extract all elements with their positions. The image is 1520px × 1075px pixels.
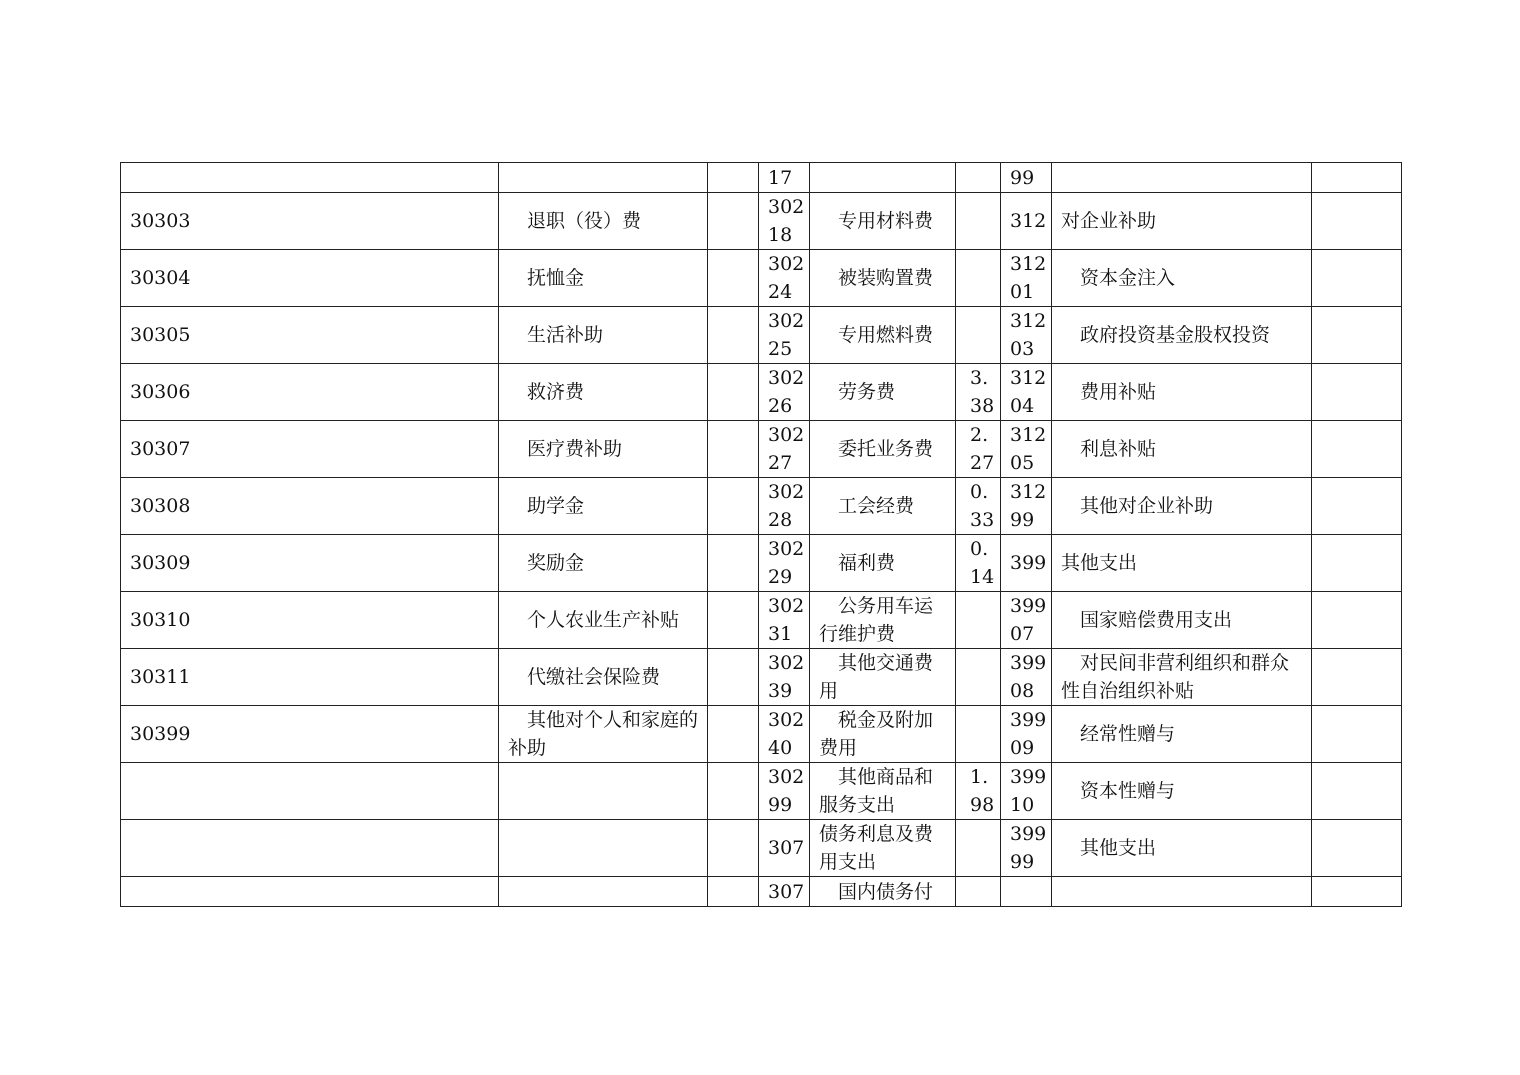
- personal-amount-cell: [708, 820, 759, 877]
- other-code-cell: 31203: [1001, 307, 1052, 364]
- goods-item-label: 其他商品和服务支出: [819, 766, 934, 816]
- personal-amount-cell: [708, 307, 759, 364]
- other-code-cell: 39999: [1001, 820, 1052, 877]
- table-row: [121, 163, 1402, 193]
- other-code-cell: 99: [1001, 163, 1052, 193]
- goods-amount-cell: [956, 706, 1001, 763]
- table-row: [121, 706, 1402, 763]
- personal-amount-cell: [708, 763, 759, 820]
- other-amount-cell: [1312, 592, 1402, 649]
- personal-amount-cell: [708, 649, 759, 706]
- personal-item-cell: [499, 478, 708, 535]
- other-item-cell: [1052, 307, 1312, 364]
- personal-amount-cell: [708, 250, 759, 307]
- goods-amount-cell: 1.98: [956, 763, 1001, 820]
- personal-amount-cell: [708, 193, 759, 250]
- goods-code-cell: 30225: [759, 307, 810, 364]
- table-row: [121, 250, 1402, 307]
- personal-item-cell: [499, 706, 708, 763]
- personal-item-cell: [499, 307, 708, 364]
- goods-code-cell: 30227: [759, 421, 810, 478]
- goods-item-cell: [810, 421, 956, 478]
- goods-code-cell: 30226: [759, 364, 810, 421]
- personal-code-cell: 30308: [121, 478, 499, 535]
- other-item-cell: [1052, 478, 1312, 535]
- other-item-cell: 对企业补助: [1052, 193, 1312, 250]
- goods-item-cell: [810, 364, 956, 421]
- goods-item-label: 其他交通费用: [819, 652, 934, 702]
- goods-item-label: 公务用车运行维护费: [819, 595, 934, 645]
- table-row: [121, 478, 1402, 535]
- goods-code-cell: 30218: [759, 193, 810, 250]
- other-item-cell: [1052, 250, 1312, 307]
- other-item-cell: [1052, 592, 1312, 649]
- goods-amount-cell: [956, 193, 1001, 250]
- personal-code-cell: [121, 820, 499, 877]
- goods-item-cell: [810, 649, 956, 706]
- other-item-label: 资本性赠与: [1080, 780, 1176, 802]
- personal-code-cell: [121, 163, 499, 193]
- table-row: [121, 649, 1402, 706]
- other-amount-cell: [1312, 163, 1402, 193]
- other-item-cell: 其他支出: [1052, 535, 1312, 592]
- table-row: [121, 877, 1402, 907]
- goods-code-cell: 30229: [759, 535, 810, 592]
- personal-item-cell: [499, 163, 708, 193]
- other-item-cell: [1052, 820, 1312, 877]
- other-code-cell: [1001, 877, 1052, 907]
- other-amount-cell: [1312, 535, 1402, 592]
- other-item-label: 对民间非营利组织和群众性自治组织补贴: [1061, 652, 1290, 702]
- other-code-cell: 31205: [1001, 421, 1052, 478]
- other-item-cell: [1052, 706, 1312, 763]
- goods-item-label: 福利费: [838, 552, 896, 574]
- goods-amount-cell: 0.14: [956, 535, 1001, 592]
- personal-item-label: 抚恤金: [527, 267, 585, 289]
- personal-item-label: 其他对个人和家庭的补助: [508, 709, 699, 759]
- other-amount-cell: [1312, 193, 1402, 250]
- goods-item-label: 税金及附加费用: [819, 709, 934, 759]
- other-code-cell: 39908: [1001, 649, 1052, 706]
- table-row: [121, 820, 1402, 877]
- goods-amount-cell: 0.33: [956, 478, 1001, 535]
- other-item-label: 利息补贴: [1080, 438, 1157, 460]
- goods-code-cell: 17: [759, 163, 810, 193]
- other-item-cell: [1052, 649, 1312, 706]
- other-amount-cell: [1312, 877, 1402, 907]
- personal-amount-cell: [708, 877, 759, 907]
- table-row: [121, 763, 1402, 820]
- personal-item-cell: [499, 421, 708, 478]
- other-item-label: 其他对企业补助: [1080, 495, 1214, 517]
- goods-code-cell: 30224: [759, 250, 810, 307]
- other-amount-cell: [1312, 478, 1402, 535]
- personal-item-label: 生活补助: [527, 324, 604, 346]
- goods-code-cell: 30228: [759, 478, 810, 535]
- goods-item-cell: [810, 478, 956, 535]
- goods-amount-cell: [956, 877, 1001, 907]
- other-item-label: 费用补贴: [1080, 381, 1157, 403]
- personal-amount-cell: [708, 364, 759, 421]
- other-item-label: 资本金注入: [1080, 267, 1176, 289]
- goods-code-cell: 30239: [759, 649, 810, 706]
- other-code-cell: 39910: [1001, 763, 1052, 820]
- table-row: [121, 421, 1402, 478]
- goods-amount-cell: [956, 649, 1001, 706]
- other-amount-cell: [1312, 307, 1402, 364]
- table-row: [121, 364, 1402, 421]
- other-amount-cell: [1312, 649, 1402, 706]
- personal-amount-cell: [708, 478, 759, 535]
- personal-item-cell: [499, 193, 708, 250]
- other-item-cell: [1052, 877, 1312, 907]
- other-amount-cell: [1312, 763, 1402, 820]
- personal-code-cell: 30307: [121, 421, 499, 478]
- goods-item-cell: 债务利息及费用支出: [810, 820, 956, 877]
- personal-item-label: 奖励金: [527, 552, 585, 574]
- goods-item-cell: [810, 706, 956, 763]
- goods-item-label: 国内债务付: [838, 880, 934, 903]
- other-item-label: 政府投资基金股权投资: [1080, 324, 1271, 346]
- other-code-cell: 39907: [1001, 592, 1052, 649]
- other-item-label: 其他支出: [1080, 837, 1157, 859]
- personal-item-cell: [499, 592, 708, 649]
- other-code-cell: 31201: [1001, 250, 1052, 307]
- other-code-cell: 399: [1001, 535, 1052, 592]
- personal-item-cell: [499, 535, 708, 592]
- other-item-label: 经常性赠与: [1080, 723, 1176, 745]
- personal-amount-cell: [708, 706, 759, 763]
- other-code-cell: 39909: [1001, 706, 1052, 763]
- goods-item-label: 被装购置费: [838, 267, 934, 289]
- table-row: [121, 535, 1402, 592]
- other-code-cell: 31299: [1001, 478, 1052, 535]
- goods-item-cell: [810, 763, 956, 820]
- personal-code-cell: 30399: [121, 706, 499, 763]
- goods-amount-cell: [956, 307, 1001, 364]
- personal-item-cell: [499, 763, 708, 820]
- goods-item-label: 专用燃料费: [838, 324, 934, 346]
- personal-code-cell: 30305: [121, 307, 499, 364]
- goods-amount-cell: [956, 820, 1001, 877]
- other-code-cell: 31204: [1001, 364, 1052, 421]
- personal-item-cell: [499, 877, 708, 907]
- goods-item-cell: [810, 592, 956, 649]
- other-amount-cell: [1312, 250, 1402, 307]
- other-amount-cell: [1312, 364, 1402, 421]
- goods-amount-cell: [956, 592, 1001, 649]
- personal-code-cell: 30311: [121, 649, 499, 706]
- personal-code-cell: 30304: [121, 250, 499, 307]
- table-row: [121, 193, 1402, 250]
- personal-item-cell: [499, 649, 708, 706]
- goods-item-label: 委托业务费: [838, 438, 934, 460]
- other-item-cell: [1052, 364, 1312, 421]
- personal-code-cell: [121, 877, 499, 907]
- table-row: [121, 307, 1402, 364]
- personal-item-cell: [499, 364, 708, 421]
- personal-item-label: 医疗费补助: [527, 438, 623, 460]
- personal-item-label: 助学金: [527, 495, 585, 517]
- personal-code-cell: 30303: [121, 193, 499, 250]
- goods-code-cell: 30299: [759, 763, 810, 820]
- goods-amount-cell: [956, 163, 1001, 193]
- personal-item-cell: [499, 820, 708, 877]
- personal-code-cell: 30309: [121, 535, 499, 592]
- other-code-cell: 312: [1001, 193, 1052, 250]
- goods-amount-cell: 3.38: [956, 364, 1001, 421]
- other-item-cell: [1052, 163, 1312, 193]
- personal-item-label: 代缴社会保险费: [527, 666, 661, 688]
- personal-code-cell: 30310: [121, 592, 499, 649]
- goods-code-cell: 307: [759, 820, 810, 877]
- goods-item-label: 工会经费: [838, 495, 915, 517]
- goods-item-label: 专用材料费: [838, 210, 934, 232]
- goods-amount-cell: [956, 250, 1001, 307]
- goods-code-cell: 30231: [759, 592, 810, 649]
- goods-item-cell: [810, 535, 956, 592]
- budget-table-container: [120, 162, 1401, 907]
- other-item-cell: [1052, 763, 1312, 820]
- goods-amount-cell: 2.27: [956, 421, 1001, 478]
- goods-code-cell: 30240: [759, 706, 810, 763]
- personal-item-label: 救济费: [527, 381, 585, 403]
- goods-item-cell: [810, 193, 956, 250]
- other-item-cell: [1052, 421, 1312, 478]
- other-item-label: 国家赔偿费用支出: [1080, 609, 1233, 631]
- personal-item-label: 退职（役）费: [527, 210, 642, 232]
- goods-code-cell: 307: [759, 877, 810, 907]
- goods-item-label: 劳务费: [838, 381, 896, 403]
- goods-item-cell: [810, 250, 956, 307]
- personal-item-cell: [499, 250, 708, 307]
- other-amount-cell: [1312, 820, 1402, 877]
- goods-item-cell: [810, 877, 956, 907]
- personal-amount-cell: [708, 535, 759, 592]
- budget-expenditure-table: [120, 162, 1402, 907]
- other-amount-cell: [1312, 706, 1402, 763]
- other-amount-cell: [1312, 421, 1402, 478]
- table-row: [121, 592, 1402, 649]
- goods-item-cell: [810, 307, 956, 364]
- personal-amount-cell: [708, 592, 759, 649]
- goods-item-cell: [810, 163, 956, 193]
- personal-item-label: 个人农业生产补贴: [527, 609, 680, 631]
- personal-code-cell: [121, 763, 499, 820]
- personal-amount-cell: [708, 163, 759, 193]
- personal-code-cell: 30306: [121, 364, 499, 421]
- personal-amount-cell: [708, 421, 759, 478]
